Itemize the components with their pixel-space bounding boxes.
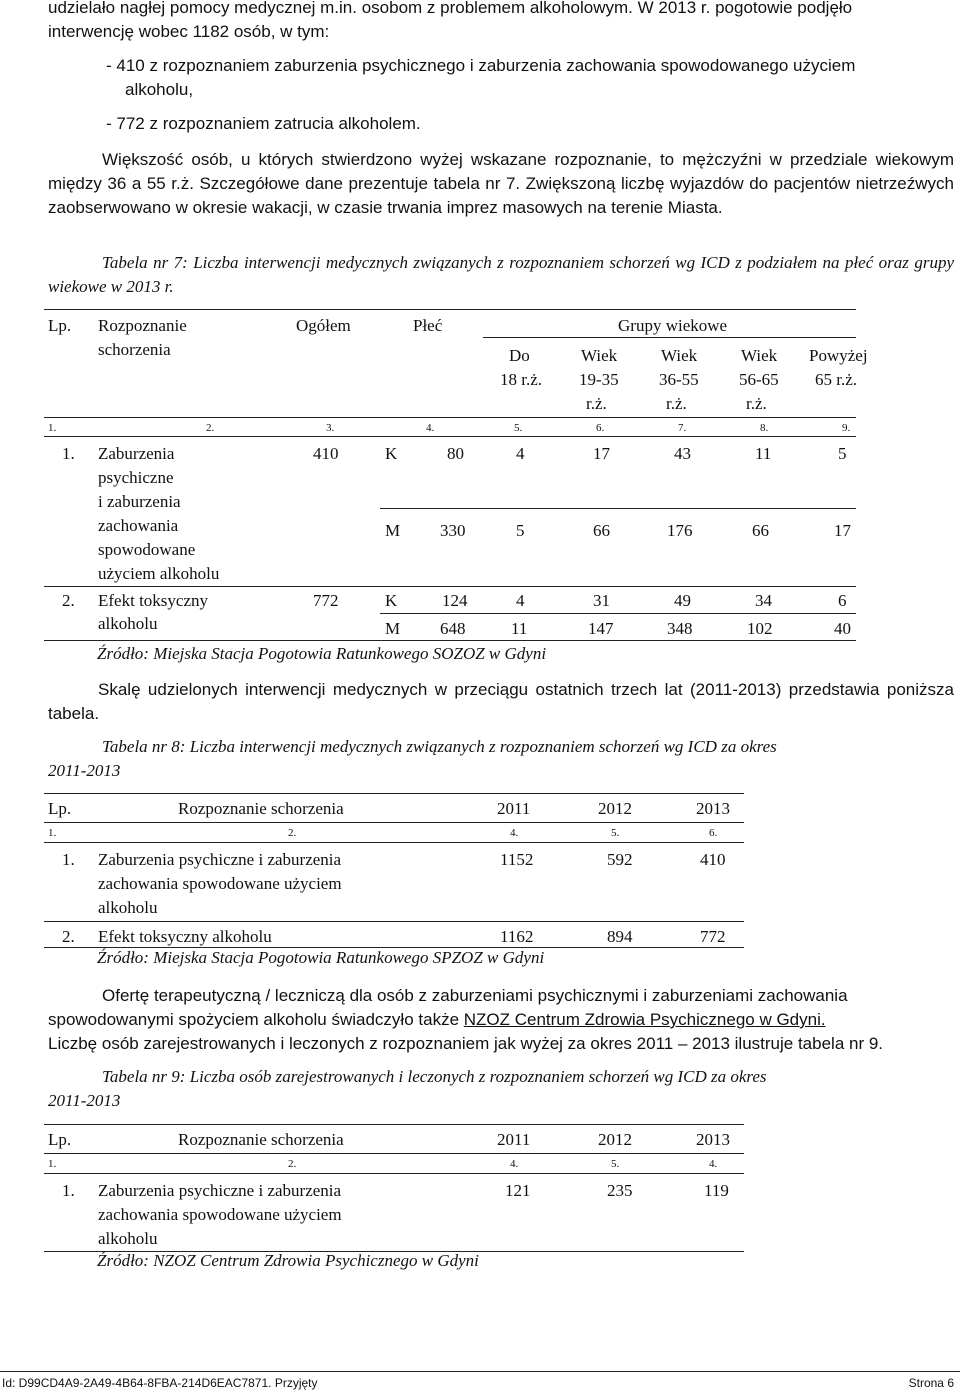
cell: 4 (516, 444, 525, 463)
row-name: spowodowane (98, 540, 196, 559)
cell: 17 (834, 521, 851, 540)
bullet-item-cont: alkoholu, (125, 80, 194, 99)
header-cell: 2013 (696, 799, 730, 818)
cell: 66 (593, 521, 610, 540)
cell: 4 (516, 591, 525, 610)
row-name: Zaburzenia psychiczne i zaburzenia (98, 850, 342, 869)
header-wiek: Wiek (741, 346, 778, 365)
header-cell: 2012 (598, 1130, 632, 1149)
table-source: Źródło: NZOZ Centrum Zdrowia Psychicznego w Gdyni (97, 1251, 479, 1270)
table-source: Źródło: Miejska Stacja Pogotowia Ratunkowego SPZOZ w Gdyni (97, 948, 545, 967)
text-line: spowodowanymi spożyciem alkoholu świadczyło także NZOZ Centrum Zdrowia Psychicznego w Gdyni. (48, 1010, 826, 1029)
cell: 17 (593, 444, 610, 463)
cell: 410 (700, 850, 726, 869)
row-name: alkoholu (98, 1229, 158, 1248)
table-caption: Tabela nr 8: Liczba interwencji medycznych związanych z rozpoznaniem schorzeń wg ICD za okres (102, 737, 777, 756)
paragraph: Większość osób, u których stwierdzono wyżej wskazane rozpoznanie, to mężczyźni w przedziale wiekowym między 36 a 55 r.ż. Szczegółowe dane prezentuje tabela nr 7. Zwiększoną liczbę wyjazdów do pacjentów nietrzeźwych zaobserwowano w okresie wakacji, w czasie trwania imprez masowych na terenie Miasta. (48, 150, 954, 217)
cell: 592 (607, 850, 633, 869)
row-name: i zaburzenia (98, 492, 181, 511)
cell: 5 (516, 521, 525, 540)
table-caption: 2011-2013 (48, 761, 121, 780)
text-line: udzielało nagłej pomocy medycznej m.in. osobom z problemem alkoholowym. W 2013 r. pogotowie podjęło (48, 0, 853, 17)
bullet-item: - 772 z rozpoznaniem zatrucia alkoholem. (106, 114, 421, 133)
table-source: Źródło: Miejska Stacja Pogotowia Ratunkowego SOZOZ w Gdyni (97, 644, 547, 663)
header-ogolem: Ogółem (296, 316, 351, 335)
header-rz: r.ż. (746, 394, 767, 413)
cell: M (385, 619, 401, 638)
row-name: zachowania spowodowane użyciem (98, 874, 342, 893)
row-total: 772 (313, 591, 339, 610)
row-lp: 2. (62, 591, 75, 610)
header-rz: r.ż. (666, 394, 687, 413)
cell: K (385, 591, 398, 610)
row-lp: 2. (62, 927, 75, 946)
cell: 772 (700, 927, 726, 946)
organization-name: NZOZ Centrum Zdrowia Psychicznego w Gdyni. (463, 1010, 826, 1029)
cell: 11 (755, 444, 772, 463)
table-caption: 2011-2013 (48, 1091, 121, 1110)
cell: 43 (674, 444, 691, 463)
row-name: zachowania spowodowane użyciem (98, 1205, 342, 1224)
header-rozpoznanie: Rozpoznanie (98, 316, 187, 335)
cell: 6 (838, 591, 847, 610)
page-number: Strona 6 (908, 1376, 954, 1390)
cell: 648 (440, 619, 466, 638)
header-plec: Płeć (413, 316, 443, 335)
header-cell: 2011 (497, 1130, 531, 1149)
cell: M (385, 521, 401, 540)
cell: 11 (511, 619, 528, 638)
header-cell: 2013 (696, 1130, 730, 1149)
cell: 348 (667, 619, 693, 638)
cell: 124 (442, 591, 468, 610)
document-id: Id: D99CD4A9-2A49-4B64-8FBA-214D6EAC7871. Przyjęty (2, 1376, 318, 1390)
cell: 31 (593, 591, 610, 610)
header-cell: 2012 (598, 799, 632, 818)
cell: 894 (607, 927, 633, 946)
cell: 147 (588, 619, 614, 638)
header-lp: Lp. (48, 316, 72, 335)
bullet-item: - 410 z rozpoznaniem zaburzenia psychicznego i zaburzenia zachowania spowodowanego użyciem (106, 56, 856, 75)
header-rozpoznanie: schorzenia (98, 340, 171, 359)
header-56-65: 56-65 (739, 370, 779, 389)
header-65: 65 r.ż. (815, 370, 858, 389)
row-lp: 1. (62, 1181, 75, 1200)
header-wiek: Wiek (661, 346, 698, 365)
header-rz: r.ż. (586, 394, 607, 413)
header-cell: 2011 (497, 799, 531, 818)
row-name: psychiczne (98, 468, 174, 487)
row-lp: 1. (62, 444, 75, 463)
cell: 80 (447, 444, 464, 463)
table-caption: Tabela nr 7: Liczba interwencji medycznych związanych z rozpoznaniem schorzeń wg ICD z podziałem na płeć oraz grupy wiekowe w 2013 r. (48, 253, 954, 296)
cell: 66 (752, 521, 769, 540)
cell: 102 (747, 619, 773, 638)
cell: K (385, 444, 398, 463)
cell: 330 (440, 521, 466, 540)
text-line: Ofertę terapeutyczną / leczniczą dla osób z zaburzeniami psychicznymi i zaburzeniami zachowania (102, 986, 848, 1005)
cell: 119 (704, 1181, 729, 1200)
paragraph: Skalę udzielonych interwencji medycznych w przeciągu ostatnich trzech lat (2011-2013) przedstawia poniższa tabela. (48, 680, 954, 723)
header-cell: Lp. (48, 799, 72, 818)
cell: 235 (607, 1181, 633, 1200)
header-grupy: Grupy wiekowe (618, 316, 728, 335)
row-total: 410 (313, 444, 339, 463)
header-do: Do (509, 346, 530, 365)
row-lp: 1. (62, 850, 75, 869)
cell: 34 (755, 591, 772, 610)
page-footer (0, 1371, 960, 1392)
cell: 176 (667, 521, 693, 540)
text-line: interwencję wobec 1182 osób, w tym: (48, 22, 330, 41)
header-19-35: 19-35 (579, 370, 619, 389)
text-line: Liczbę osób zarejestrowanych i leczonych z rozpoznaniem jak wyżej za okres 2011 – 2013 ilustruje tabela nr 9. (48, 1034, 884, 1053)
row-name: Efekt toksyczny alkoholu (98, 927, 272, 946)
header-18: 18 r.ż. (500, 370, 543, 389)
header-36-55: 36-55 (659, 370, 699, 389)
header-cell: Lp. (48, 1130, 72, 1149)
header-cell: Rozpoznanie schorzenia (178, 1130, 344, 1149)
cell: 1152 (500, 850, 534, 869)
row-name: Zaburzenia psychiczne i zaburzenia (98, 1181, 342, 1200)
cell: 49 (674, 591, 691, 610)
row-name: użyciem alkoholu (98, 564, 220, 583)
cell: 121 (505, 1181, 531, 1200)
cell: 1162 (500, 927, 534, 946)
row-name: zachowania (98, 516, 179, 535)
row-name: Efekt toksyczny (98, 591, 208, 610)
header-wiek: Wiek (581, 346, 618, 365)
cell: 40 (834, 619, 851, 638)
header-cell: Rozpoznanie schorzenia (178, 799, 344, 818)
table-caption: Tabela nr 9: Liczba osób zarejestrowanych i leczonych z rozpoznaniem schorzeń wg ICD za okres (102, 1067, 767, 1086)
row-name: Zaburzenia (98, 444, 175, 463)
cell: 5 (838, 444, 847, 463)
row-name: alkoholu (98, 898, 158, 917)
header-powyzej: Powyżej (809, 346, 868, 365)
row-name: alkoholu (98, 614, 158, 633)
